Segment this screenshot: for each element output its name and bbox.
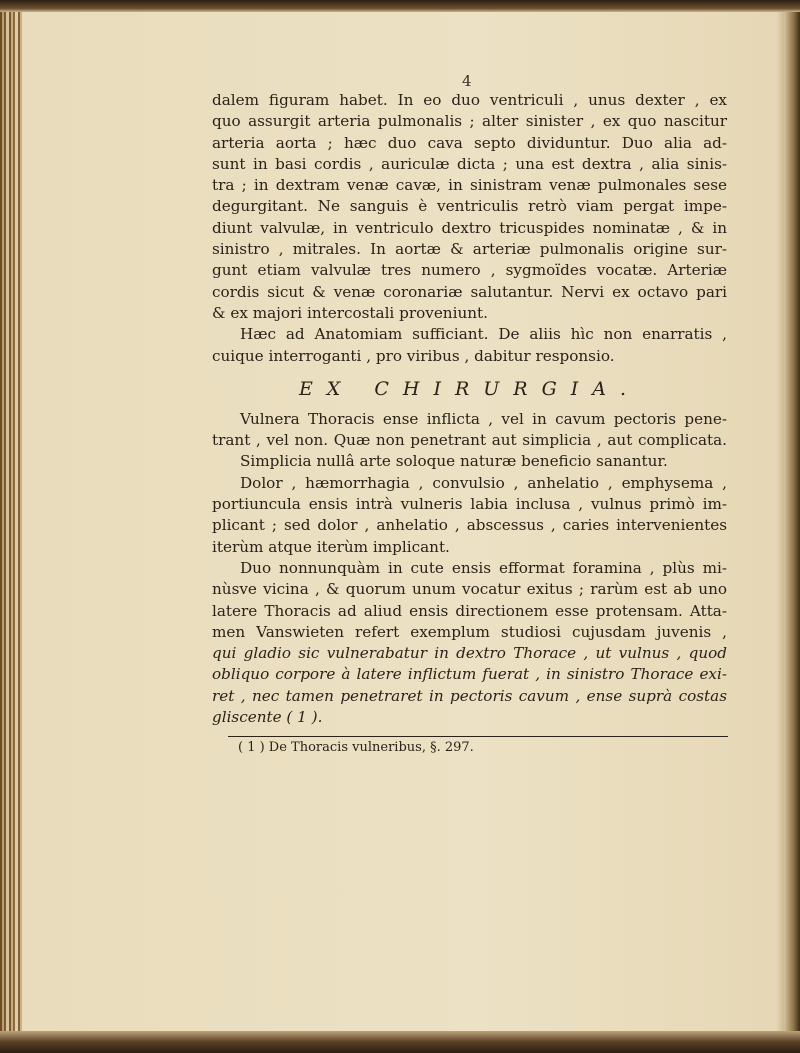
- footnote: ( 1 ) De Thoracis vulneribus, §. 297.: [238, 740, 474, 756]
- text-line: Simplicia nullâ arte soloque naturæ beneficio sanantur.: [240, 452, 668, 471]
- text-line: cordis sicut & venæ coronariæ salutantur. Nervi ex octavo pari: [212, 282, 727, 301]
- text-line: gunt etiam valvulæ tres numero , sygmoïdes vocatæ. Arteriæ: [212, 261, 727, 280]
- text-line: men Vanswieten refert exemplum studiosi cujusdam juvenis ,: [212, 622, 727, 641]
- scan-top-edge: [0, 0, 800, 12]
- text-line: latere Thoracis ad aliud ensis directionem esse protensam. Atta-: [212, 601, 727, 620]
- scan-bottom-edge: [0, 1031, 800, 1053]
- paragraph-closing: [212, 324, 727, 367]
- text-line: gliscente ( 1 ).: [212, 708, 323, 727]
- text-line: qui gladio sic vulnerabatur in dextro Thorace , ut vulnus , quod: [212, 644, 727, 663]
- paragraph-anatomy: [212, 90, 727, 324]
- text-line: sinistro , mitrales. In aortæ & arteriæ pulmonalis origine sur-: [212, 240, 727, 259]
- text-line: obliquo corpore à latere inflictum fuerat , in sinistro Thorace exi-: [212, 665, 727, 684]
- text-line: iterùm atque iterùm implicant.: [212, 537, 450, 556]
- text-line: diunt valvulæ, in ventriculo dextro tricuspides nominatæ , & in: [212, 218, 727, 237]
- text-line: arteria aorta ; hæc duo cava septo dividuntur. Duo alia ad-: [212, 133, 727, 152]
- text-line: quo assurgit arteria pulmonalis ; alter sinister , ex quo nascitur: [212, 112, 727, 131]
- book-spine-edge: [0, 12, 22, 1031]
- text-line: ret , nec tamen penetraret in pectoris cavum , ense suprà costas: [212, 686, 727, 705]
- text-line: Duo nonnunquàm in cute ensis efformat foramina , plùs mi-: [240, 558, 727, 577]
- text-line: cuique interroganti , pro viribus , dabitur responsio.: [212, 346, 615, 365]
- footnote-rule: [228, 736, 728, 737]
- paragraph-example: [212, 558, 727, 728]
- text-line: dalem figuram habet. In eo duo ventriculi , unus dexter , ex: [212, 91, 727, 109]
- text-line: degurgitant. Ne sanguis è ventriculis retrò viam pergat impe-: [212, 197, 727, 216]
- text-line: tra ; in dextram venæ cavæ, in sinistram venæ pulmonales sese: [212, 176, 727, 195]
- page-text: [212, 90, 727, 757]
- scan-right-edge: [784, 12, 800, 1031]
- paragraph-wounds: [212, 409, 727, 473]
- text-line: portiuncula ensis intrà vulneris labia inclusa , vulnus primò im-: [212, 495, 727, 514]
- text-line: Vulnera Thoracis ense inflicta , vel in cavum pectoris pene-: [240, 409, 727, 428]
- text-line: sunt in basi cordis , auriculæ dicta ; una est dextra , alia sinis-: [212, 154, 727, 173]
- text-line: trant , vel non. Quæ non penetrant aut simplicia , aut complicata.: [212, 431, 727, 450]
- text-line: Dolor , hæmorrhagia , convulsio , anhelatio , emphysema ,: [240, 473, 727, 492]
- text-line: & ex majori intercostali proveniunt.: [212, 303, 488, 322]
- text-line: plicant ; sed dolor , anhelatio , abscessus , caries intervenientes: [212, 516, 727, 535]
- section-heading: EX CHIRURGIA.: [298, 377, 641, 400]
- paragraph-complications: [212, 473, 727, 558]
- text-line: nùsve vicina , & quorum unum vocatur exitus ; rarùm est ab uno: [212, 580, 727, 599]
- text-line: Hæc ad Anatomiam sufficiant. De aliis hìc non enarratis ,: [240, 325, 727, 344]
- page-number: 4: [462, 72, 472, 90]
